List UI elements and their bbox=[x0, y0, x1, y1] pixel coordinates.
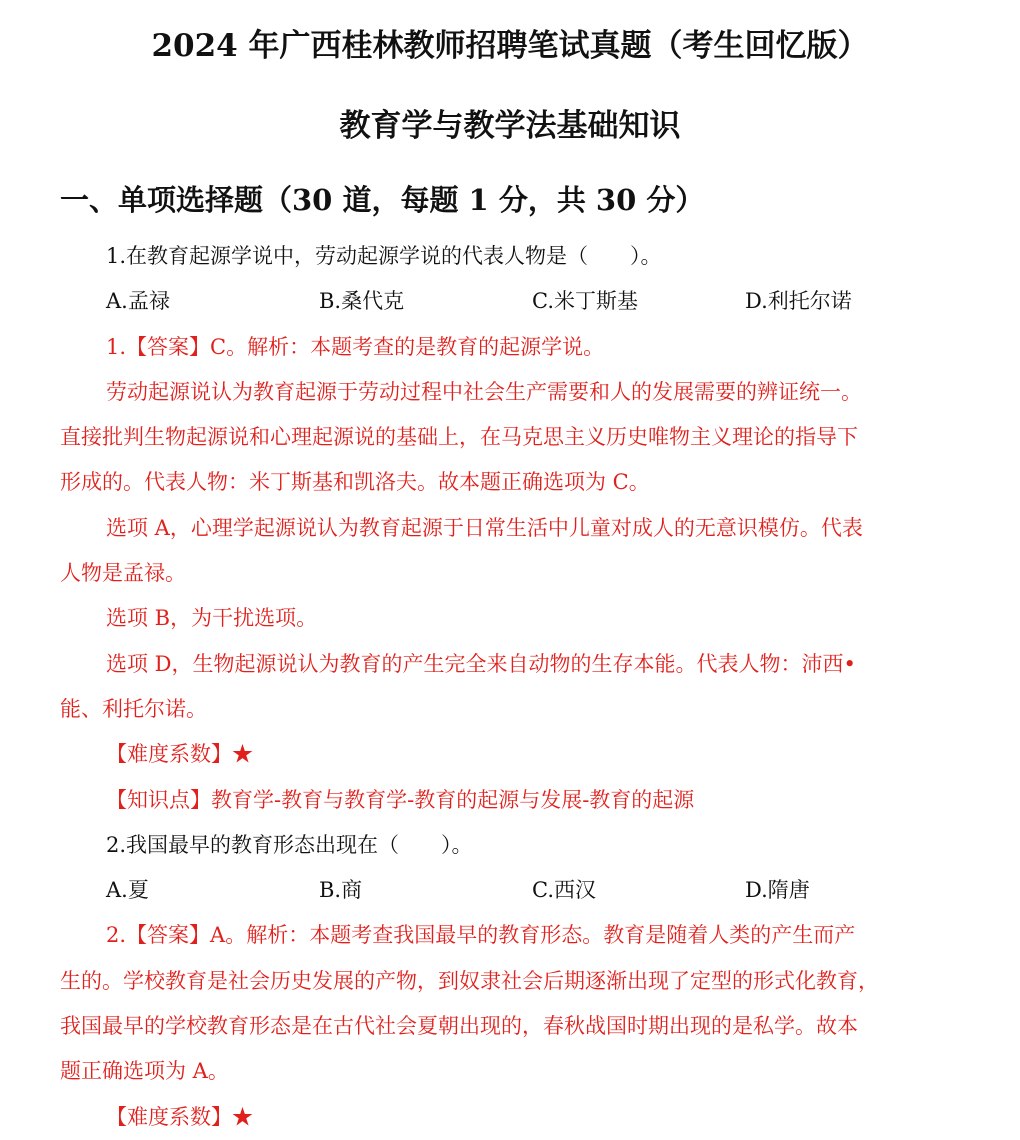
q1-knowledge-point: 【知识点】教育学-教育与教育学-教育的起源与发展-教育的起源 bbox=[106, 787, 695, 812]
q1-option-d-explanation: 选项 D，生物起源说认为教育的产生完全来自动物的生存本能。代表人物：沛西• bbox=[106, 651, 856, 676]
q2-option-d: D.隋唐 bbox=[745, 878, 810, 903]
q2-option-c: C.西汉 bbox=[532, 878, 596, 903]
q1-difficulty: 【难度系数】★ bbox=[106, 742, 253, 767]
q1-answer: 1.【答案】C。解析：本题考查的是教育的起源学说。 bbox=[106, 334, 605, 359]
q2-option-b: B.商 bbox=[319, 878, 363, 903]
section-heading: 一、单项选择题（30 道，每题 1 分，共 30 分） bbox=[60, 183, 705, 217]
q2-answer-line: 生的。学校教育是社会历史发展的产物，到奴隶社会后期逐渐出现了定型的形式化教育， bbox=[60, 968, 879, 993]
page-subtitle: 教育学与教学法基础知识 bbox=[339, 108, 681, 144]
q1-question: 1.在教育起源学说中，劳动起源学说的代表人物是（ ）。 bbox=[106, 244, 662, 268]
q1-option-d: D.利托尔诺 bbox=[745, 289, 852, 314]
q2-answer-line: 我国最早的学校教育形态是在古代社会夏朝出现的，春秋战国时期出现的是私学。故本 bbox=[60, 1014, 858, 1039]
document-body bbox=[60, 234, 950, 1140]
q1-explanation-line: 劳动起源说认为教育起源于劳动过程中社会生产需要和人的发展需要的辨证统一。 bbox=[106, 379, 862, 404]
q1-option-a: A.孟禄 bbox=[106, 289, 170, 314]
q1-explanation-line: 形成的。代表人物：米丁斯基和凯洛夫。故本题正确选项为 C。 bbox=[60, 470, 650, 495]
q2-answer: 2.【答案】A。解析：本题考查我国最早的教育形态。教育是随着人类的产生而产 bbox=[106, 923, 856, 948]
q2-option-a: A.夏 bbox=[106, 878, 149, 903]
q2-difficulty: 【难度系数】★ bbox=[106, 1104, 253, 1129]
q2-answer-line: 题正确选项为 A。 bbox=[60, 1059, 229, 1084]
q1-option-a-explanation: 选项 A，心理学起源说认为教育起源于日常生活中儿童对成人的无意识模仿。代表 bbox=[106, 515, 863, 540]
q1-option-d-explanation: 能、利托尔诺。 bbox=[60, 696, 207, 721]
q2-question: 2.我国最早的教育形态出现在（ ）。 bbox=[106, 832, 473, 857]
q1-explanation-line: 直接批判生物起源说和心理起源说的基础上，在马克思主义历史唯物主义理论的指导下 bbox=[60, 425, 858, 450]
q1-option-b: B.桑代克 bbox=[319, 289, 405, 314]
q2-options bbox=[60, 868, 950, 913]
page-title: 2024 年广西桂林教师招聘笔试真题（考生回忆版） bbox=[151, 28, 869, 64]
q1-option-a-explanation: 人物是孟禄。 bbox=[60, 561, 186, 586]
q1-options bbox=[60, 279, 950, 324]
q1-option-b-explanation: 选项 B，为干扰选项。 bbox=[106, 606, 318, 631]
q1-option-c: C.米丁斯基 bbox=[532, 289, 638, 314]
